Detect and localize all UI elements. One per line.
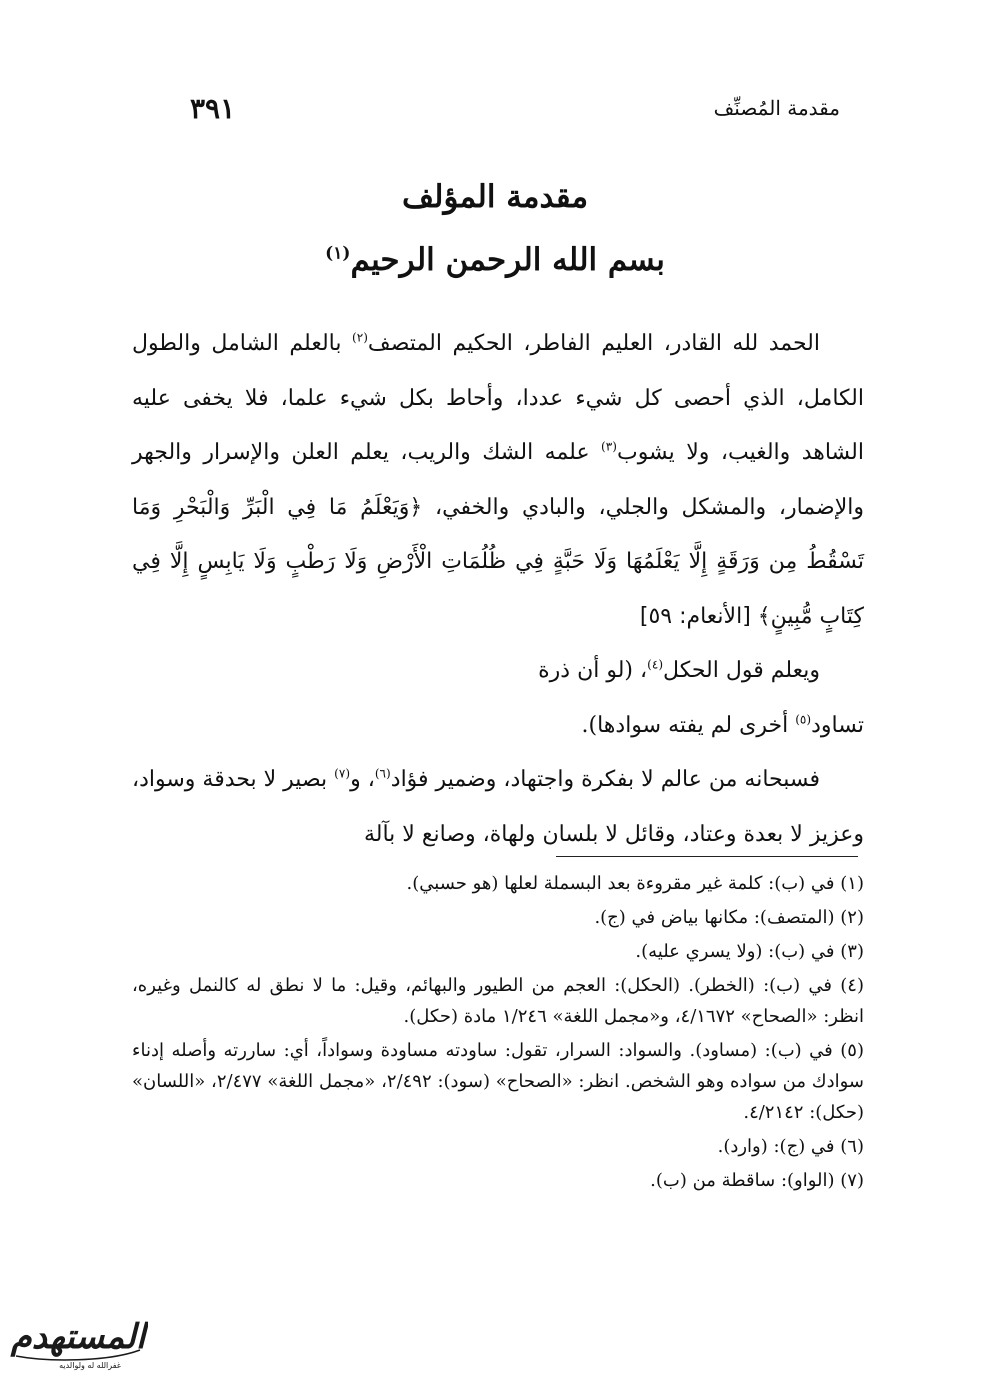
footnote xyxy=(132,936,864,967)
logo-text: المستهدم xyxy=(10,1317,146,1357)
footnote-marker: (٧) xyxy=(334,766,351,781)
footnote-marker: (٣) xyxy=(601,439,617,454)
text-run: ، (لو أن ذرة xyxy=(538,658,648,683)
text-run: بصير لا بحدقة وسواد، وعزيز لا بعدة وعتاد، وقائل لا بلسان ولهاة، وصانع لا بآلة xyxy=(132,767,864,847)
footnote-text: في (ب): (مساود). والسواد: السرار، تقول: ساودته مساودة وسواداً، أي: ساررته وأصله إدناء سوادك من سواده وهو الشخص. انظر: «الصحاح» (سود): ٢/٤٩٢، «مجمل اللغة» ٢/٤٧٧، «اللسان» (حكل): ٤/٢١٤٢. xyxy=(132,1040,864,1123)
page-number: ٣٩١ xyxy=(190,92,236,125)
footnote xyxy=(132,902,864,933)
text-run: فسبحانه من عالم لا بفكرة واجتهاد، وضمير فؤاد xyxy=(390,767,821,792)
chapter-title: مقدمة المؤلف xyxy=(401,179,589,215)
footnote-number: (١) xyxy=(840,873,864,894)
footnote-text: في (ب): كلمة غير مقروءة بعد البسملة لعلها (هو حسبي). xyxy=(406,873,841,894)
footnote-number: (٢) xyxy=(840,907,864,928)
footnote-number: (٦) xyxy=(840,1136,864,1157)
page-header xyxy=(190,92,840,132)
footnote-marker: (٢) xyxy=(351,330,368,345)
text-run: تساود xyxy=(811,712,864,738)
footnote-number: (٣) xyxy=(840,941,864,962)
text-run: بالعلم الشامل والطول الكامل، الذي أحصى كل شيء عددا، وأحاط بكل شيء علما، فلا يخفى عليه الشاهد والغيب، ولا يشوب xyxy=(132,331,864,465)
basmala-text: بسم الله الرحمن الرحيم xyxy=(350,242,665,278)
footnote xyxy=(132,970,864,1032)
footnote xyxy=(132,1131,864,1162)
running-title: مقدمة المُصنِّف xyxy=(713,96,840,120)
text-run: أخرى لم يفته سوادها). xyxy=(581,712,796,738)
text-run: الحمد لله القادر، العليم الفاطر، الحكيم المتصف xyxy=(367,331,820,356)
logo-small-text: غفرالله له ولوالديه xyxy=(59,1361,121,1370)
footnote-text: في (ب): (ولا يسري عليه). xyxy=(635,941,841,962)
footnote xyxy=(132,1165,864,1196)
footnote-divider xyxy=(556,856,858,857)
footnote-marker: (٤) xyxy=(647,657,664,672)
footnote-number: (٥) xyxy=(840,1040,864,1061)
footnote-text: في (ب): (الخطر). (الحكل): العجم من الطيور والبهائم، وقيل: ما لا نطق له كالنمل وغيره، انظر: «الصحاح» ٤/١٦٧٢، و«مجمل اللغة» ١/٢٤٦ مادة (حكل). xyxy=(132,975,864,1027)
main-text xyxy=(132,317,864,862)
paragraph xyxy=(132,317,864,644)
text-run: ، و xyxy=(350,767,375,792)
footnote-text: في (ج): (وارد). xyxy=(717,1136,841,1157)
footnote xyxy=(132,868,864,899)
footnote-number: (٧) xyxy=(840,1170,864,1191)
footnote-text: (الواو): ساقطة من (ب). xyxy=(650,1170,841,1191)
text-run: ويعلم قول الحكل xyxy=(663,658,820,683)
footnote-number: (٤) xyxy=(840,975,864,996)
basmala xyxy=(0,234,990,286)
footnote-marker: (٥) xyxy=(795,712,812,727)
verse-reference: [الأنعام: ٥٩] xyxy=(639,603,758,629)
quran-verse: ﴿وَيَعْلَمُ مَا فِي الْبَرِّ وَالْبَحْرِ وَمَا تَسْقُطُ مِن وَرَقَةٍ إِلَّا يَعْلَمُهَا وَلَا حَبَّةٍ فِي ظُلُمَاتِ الْأَرْضِ وَلَا رَطْبٍ وَلَا يَابِسٍ إِلَّا فِي كِتَابٍ مُّبِينٍ﴾ xyxy=(132,494,864,629)
footnotes xyxy=(132,868,864,1199)
footnote-marker: (١) xyxy=(325,243,351,264)
footnote-marker: (٦) xyxy=(374,766,391,781)
footnote-text: (المتصف): مكانها بياض في (ج). xyxy=(594,907,841,928)
publisher-logo xyxy=(8,1300,148,1376)
poetry-line xyxy=(132,699,864,754)
footnote xyxy=(132,1035,864,1128)
text-run: علمه الشك والريب، يعلم العلن والإسرار والجهر والإضمار، والمشكل والجلي، والبادي والخفي، xyxy=(132,440,864,520)
paragraph xyxy=(132,753,864,862)
paragraph xyxy=(132,644,864,699)
